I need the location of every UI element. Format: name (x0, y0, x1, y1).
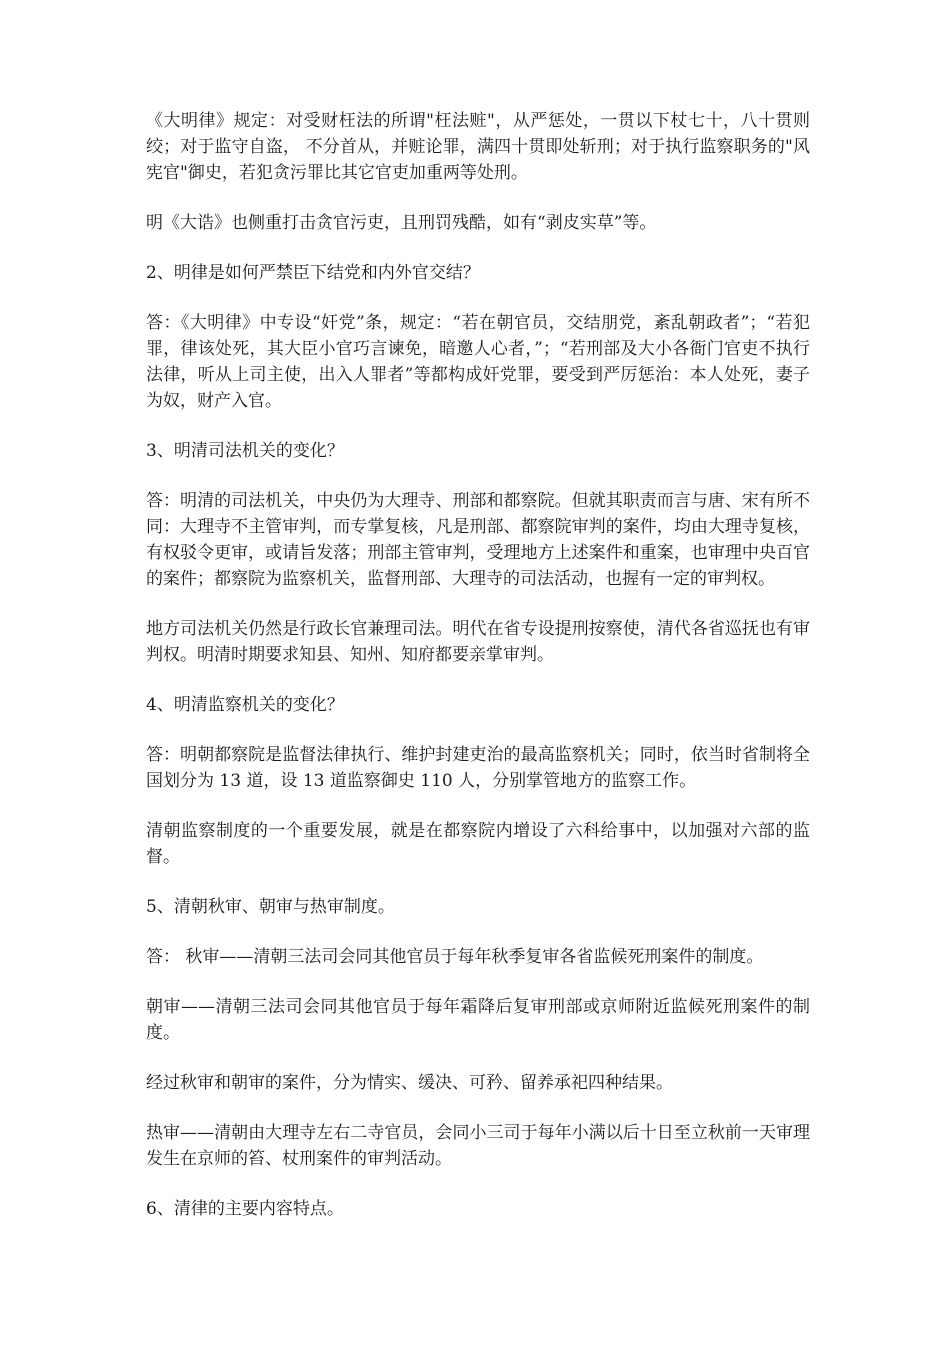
local-judicial-paragraph: 地方司法机关仍然是行政长官兼理司法。明代在省专设提刑按察使，清代各省巡抚也有审判权。明清时期要求知县、知州、知府都要亲掌审判。 (146, 619, 810, 665)
paragraph-daminglv-bribery: 《大明律》规定：对受财枉法的所谓"枉法赃"，从严惩处，一贯以下杖七十，八十贯则绞；对于监守自盗， 不分首从，并赃论罪，满四十贯即处斩刑；对于执行监察职务的"风宪官"御史，若犯贪污罪比其它官吏加重两等处刑。 (146, 111, 810, 183)
question-4-heading: 4、明清监察机关的变化？ (146, 695, 344, 715)
question-6-heading: 6、清律的主要内容特点。 (146, 1199, 344, 1219)
answer-3-paragraph: 答：明清的司法机关，中央仍为大理寺、刑部和都察院。但就其职责而言与唐、宋有所不同：大理寺不主管审判，而专掌复核，凡是刑部、都察院审判的案件，均由大理寺复核，有权驳令更审，或请旨发落；刑部主管审判，受理地方上述案件和重案，也审理中央百官的案件；都察院为监察机关，监督刑部、大理寺的司法活动，也握有一定的审判权。 (146, 491, 810, 589)
review-results-paragraph: 经过秋审和朝审的案件，分为情实、缓决、可矜、留养承祀四种结果。 (146, 1073, 673, 1093)
question-2-heading: 2、明律是如何严禁臣下结党和内外官交结？ (146, 263, 480, 283)
court-review-paragraph: 朝审——清朝三法司会同其他官员于每年霜降后复审刑部或京师附近监候死刑案件的制度。 (146, 997, 810, 1043)
document-body (146, 108, 810, 1246)
paragraph-dagao: 明《大诰》也侧重打击贪官污吏，且刑罚残酷，如有“剥皮实草”等。 (146, 213, 657, 233)
question-5-heading: 5、清朝秋审、朝审与热审制度。 (146, 897, 395, 917)
answer-2-paragraph: 答：《大明律》中专设“奸党”条，规定：“若在朝官员，交结朋党，紊乱朝政者”；“若犯罪，律该处死，其大臣小官巧言谏免，暗邀人心者，”；“若刑部及大小各衙门官吏不执行法律，听从上司主使，出入人罪者”等都构成奸党罪，要受到严厉惩治：本人处死，妻子为奴，财产入官。 (146, 313, 810, 411)
autumn-review-paragraph: 答： 秋审——清朝三法司会同其他官员于每年秋季复审各省监候死刑案件的制度。 (146, 947, 764, 967)
answer-4-paragraph: 答：明朝都察院是监督法律执行、维护封建吏治的最高监察机关；同时，依当时省制将全国划分为 13 道，设 13 道监察御史 110 人，分别掌管地方的监察工作。 (146, 745, 810, 791)
qing-supervision-paragraph: 清朝监察制度的一个重要发展，就是在都察院内增设了六科给事中，以加强对六部的监督。 (146, 821, 810, 867)
summer-review-paragraph: 热审——清朝由大理寺左右二寺官员，会同小三司于每年小满以后十日至立秋前一天审理发生在京师的笞、杖刑案件的审判活动。 (146, 1123, 810, 1169)
question-3-heading: 3、明清司法机关的变化？ (146, 441, 344, 461)
